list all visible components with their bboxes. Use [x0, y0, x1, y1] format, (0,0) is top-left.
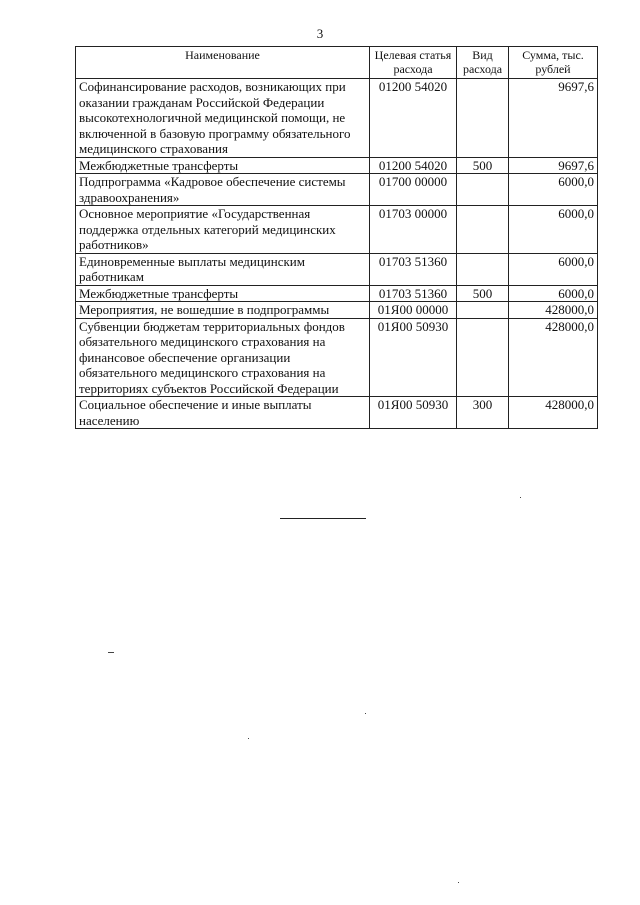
- row-sum: 9697,6: [509, 157, 598, 174]
- row-expense-type: 500: [457, 157, 509, 174]
- table-row: [76, 318, 598, 397]
- page-number: 3: [316, 26, 324, 41]
- separator-line: [280, 518, 366, 519]
- table-row: [76, 206, 598, 254]
- header-expense-type: Вид расхода: [457, 47, 509, 79]
- header-sum: Сумма, тыс. рублей: [509, 47, 598, 79]
- row-target-article: 01703 51360: [370, 285, 457, 302]
- row-target-article: 01Я00 50930: [370, 397, 457, 429]
- row-expense-type: 500: [457, 285, 509, 302]
- row-sum: 6000,0: [509, 253, 598, 285]
- row-name: Социальное обеспечение и иные выплаты населению: [76, 397, 370, 429]
- scan-speck: [520, 497, 521, 498]
- header-name: Наименование: [76, 47, 370, 79]
- row-target-article: 01700 00000: [370, 174, 457, 206]
- row-name: Софинансирование расходов, возникающих при оказании гражданам Российской Федерации высокотехнологичной медицинской помощи, не включенной в базовую программу обязательного медицинского страхования: [76, 79, 370, 158]
- table-row: [76, 397, 598, 429]
- scan-speck: [458, 882, 459, 883]
- table-body: [76, 79, 598, 429]
- table-row: [76, 157, 598, 174]
- table-row: [76, 253, 598, 285]
- row-expense-type: [457, 253, 509, 285]
- header-target-article: Целевая статья расхода: [370, 47, 457, 79]
- row-expense-type: 300: [457, 397, 509, 429]
- row-sum: 428000,0: [509, 318, 598, 397]
- row-sum: 6000,0: [509, 174, 598, 206]
- row-name: Межбюджетные трансферты: [76, 157, 370, 174]
- row-name: Единовременные выплаты медицинским работникам: [76, 253, 370, 285]
- row-sum: 6000,0: [509, 206, 598, 254]
- scan-speck: [365, 713, 366, 714]
- budget-table: [75, 46, 598, 429]
- row-expense-type: [457, 206, 509, 254]
- row-name: Межбюджетные трансферты: [76, 285, 370, 302]
- table-header: [76, 47, 598, 79]
- table-row: [76, 302, 598, 319]
- scan-speck: [248, 738, 249, 739]
- row-target-article: 01200 54020: [370, 79, 457, 158]
- row-target-article: 01Я00 50930: [370, 318, 457, 397]
- scan-speck: [108, 652, 114, 653]
- row-sum: 6000,0: [509, 285, 598, 302]
- row-sum: 428000,0: [509, 302, 598, 319]
- row-sum: 428000,0: [509, 397, 598, 429]
- row-sum: 9697,6: [509, 79, 598, 158]
- row-target-article: 01703 51360: [370, 253, 457, 285]
- table-row: [76, 79, 598, 158]
- row-name: Подпрограмма «Кадровое обеспечение системы здравоохранения»: [76, 174, 370, 206]
- row-expense-type: [457, 318, 509, 397]
- row-name: Основное мероприятие «Государственная поддержка отдельных категорий медицинских работников»: [76, 206, 370, 254]
- row-target-article: 01200 54020: [370, 157, 457, 174]
- row-name: Субвенции бюджетам территориальных фондов обязательного медицинского страхования на финансовое обеспечение организации обязательного медицинского страхования на территориях субъектов Российской Федерации: [76, 318, 370, 397]
- table-row: [76, 174, 598, 206]
- table-row: [76, 285, 598, 302]
- row-expense-type: [457, 302, 509, 319]
- row-target-article: 01Я00 00000: [370, 302, 457, 319]
- row-expense-type: [457, 174, 509, 206]
- row-expense-type: [457, 79, 509, 158]
- row-target-article: 01703 00000: [370, 206, 457, 254]
- header-row: [76, 47, 598, 79]
- row-name: Мероприятия, не вошедшие в подпрограммы: [76, 302, 370, 319]
